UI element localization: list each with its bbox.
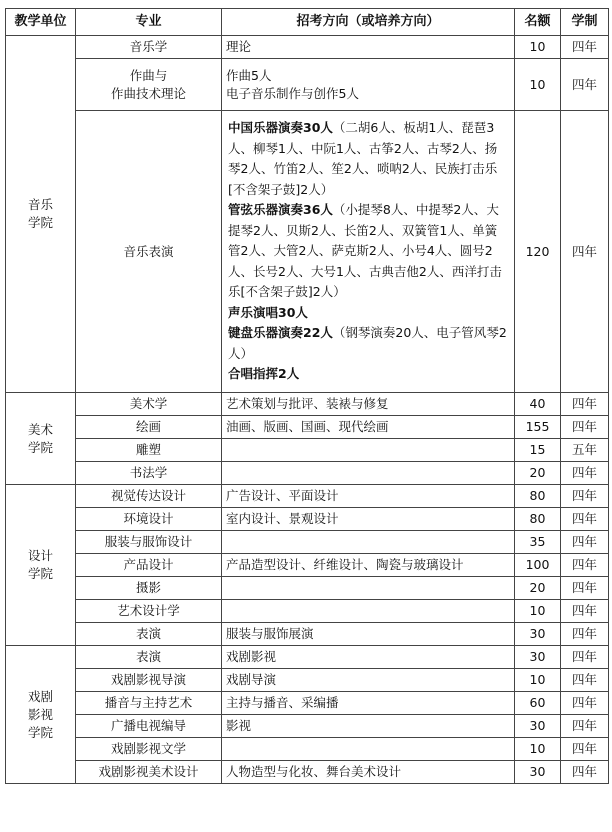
direction-line bbox=[228, 323, 508, 364]
direction-cell: 戏剧导演 bbox=[222, 669, 515, 692]
years-cell: 四年 bbox=[561, 669, 609, 692]
table-row bbox=[6, 393, 609, 416]
quota-cell: 40 bbox=[515, 393, 561, 416]
quota-cell: 10 bbox=[515, 600, 561, 623]
direction-line bbox=[228, 303, 508, 324]
quota-cell: 60 bbox=[515, 692, 561, 715]
direction-bold: 管弦乐器演奏36人 bbox=[228, 202, 333, 218]
unit-cell: 音乐 学院 bbox=[6, 36, 76, 393]
years-cell: 四年 bbox=[561, 715, 609, 738]
years-cell: 四年 bbox=[561, 646, 609, 669]
major-cell: 作曲与 作曲技术理论 bbox=[76, 59, 222, 111]
direction-text: （小提琴8人、中提琴2人、大提琴2人、贝斯2人、长笛2人、双簧管1人、单簧管2人、大管2人、萨克斯2人、小号4人、圆号2人、长号2人、大号1人、古典吉他2人、西洋打击乐[不含架子鼓]2人） bbox=[228, 202, 502, 300]
years-cell: 四年 bbox=[561, 692, 609, 715]
direction-cell: 室内设计、景观设计 bbox=[222, 508, 515, 531]
table-row bbox=[6, 531, 609, 554]
table-row bbox=[6, 646, 609, 669]
direction-cell: 广告设计、平面设计 bbox=[222, 485, 515, 508]
direction-cell: 影视 bbox=[222, 715, 515, 738]
direction-bold: 合唱指挥2人 bbox=[228, 366, 300, 382]
direction-cell bbox=[222, 111, 515, 393]
direction-cell: 服装与服饰展演 bbox=[222, 623, 515, 646]
major-cell: 绘画 bbox=[76, 416, 222, 439]
direction-cell: 艺术策划与批评、装裱与修复 bbox=[222, 393, 515, 416]
table-row bbox=[6, 738, 609, 761]
years-cell: 四年 bbox=[561, 600, 609, 623]
direction-line bbox=[228, 200, 508, 303]
major-cell: 戏剧影视文学 bbox=[76, 738, 222, 761]
header-direction: 招考方向（或培养方向） bbox=[222, 9, 515, 36]
table-row bbox=[6, 554, 609, 577]
unit-cell: 设计 学院 bbox=[6, 485, 76, 646]
years-cell: 四年 bbox=[561, 485, 609, 508]
enrollment-table bbox=[5, 8, 609, 784]
direction-cell: 主持与播音、采编播 bbox=[222, 692, 515, 715]
quota-cell: 120 bbox=[515, 111, 561, 393]
major-cell: 书法学 bbox=[76, 462, 222, 485]
major-cell: 音乐表演 bbox=[76, 111, 222, 393]
direction-line bbox=[228, 364, 508, 385]
major-cell: 表演 bbox=[76, 623, 222, 646]
major-cell: 音乐学 bbox=[76, 36, 222, 59]
direction-cell bbox=[222, 577, 515, 600]
quota-cell: 15 bbox=[515, 439, 561, 462]
years-cell: 四年 bbox=[561, 416, 609, 439]
major-cell: 服装与服饰设计 bbox=[76, 531, 222, 554]
unit-cell: 美术 学院 bbox=[6, 393, 76, 485]
major-cell: 视觉传达设计 bbox=[76, 485, 222, 508]
quota-cell: 155 bbox=[515, 416, 561, 439]
quota-cell: 30 bbox=[515, 646, 561, 669]
quota-cell: 10 bbox=[515, 59, 561, 111]
table-row bbox=[6, 761, 609, 784]
table-row bbox=[6, 36, 609, 59]
years-cell: 四年 bbox=[561, 462, 609, 485]
direction-cell: 油画、版画、国画、现代绘画 bbox=[222, 416, 515, 439]
table-row bbox=[6, 508, 609, 531]
quota-cell: 80 bbox=[515, 485, 561, 508]
direction-cell: 产品造型设计、纤维设计、陶瓷与玻璃设计 bbox=[222, 554, 515, 577]
quota-cell: 10 bbox=[515, 669, 561, 692]
years-cell: 四年 bbox=[561, 393, 609, 416]
table-row bbox=[6, 111, 609, 393]
direction-text: （二胡6人、板胡1人、琵琶3人、柳琴1人、中阮1人、古筝2人、古琴2人、扬琴2人、竹笛2人、笙2人、唢呐2人、民族打击乐[不含架子鼓]2人） bbox=[228, 120, 498, 197]
years-cell: 四年 bbox=[561, 623, 609, 646]
table-row bbox=[6, 669, 609, 692]
table-row bbox=[6, 692, 609, 715]
quota-cell: 20 bbox=[515, 462, 561, 485]
quota-cell: 30 bbox=[515, 761, 561, 784]
header-row bbox=[6, 9, 609, 36]
direction-bold: 中国乐器演奏30人 bbox=[228, 120, 333, 136]
years-cell: 四年 bbox=[561, 554, 609, 577]
major-cell: 广播电视编导 bbox=[76, 715, 222, 738]
quota-cell: 20 bbox=[515, 577, 561, 600]
table-row bbox=[6, 715, 609, 738]
major-cell: 环境设计 bbox=[76, 508, 222, 531]
major-cell: 播音与主持艺术 bbox=[76, 692, 222, 715]
major-cell: 美术学 bbox=[76, 393, 222, 416]
direction-cell bbox=[222, 738, 515, 761]
years-cell: 四年 bbox=[561, 577, 609, 600]
years-cell: 四年 bbox=[561, 36, 609, 59]
direction-line bbox=[228, 118, 508, 200]
direction-cell bbox=[222, 462, 515, 485]
table-row bbox=[6, 600, 609, 623]
quota-cell: 30 bbox=[515, 623, 561, 646]
years-cell: 五年 bbox=[561, 439, 609, 462]
table-row bbox=[6, 462, 609, 485]
years-cell: 四年 bbox=[561, 111, 609, 393]
quota-cell: 35 bbox=[515, 531, 561, 554]
table-row bbox=[6, 623, 609, 646]
major-cell: 产品设计 bbox=[76, 554, 222, 577]
header-quota: 名额 bbox=[515, 9, 561, 36]
direction-bold: 声乐演唱30人 bbox=[228, 304, 308, 320]
table-row bbox=[6, 485, 609, 508]
direction-cell: 人物造型与化妆、舞台美术设计 bbox=[222, 761, 515, 784]
direction-cell bbox=[222, 439, 515, 462]
quota-cell: 30 bbox=[515, 715, 561, 738]
quota-cell: 10 bbox=[515, 738, 561, 761]
table-row bbox=[6, 439, 609, 462]
header-years: 学制 bbox=[561, 9, 609, 36]
quota-cell: 10 bbox=[515, 36, 561, 59]
major-cell: 摄影 bbox=[76, 577, 222, 600]
major-cell: 戏剧影视导演 bbox=[76, 669, 222, 692]
years-cell: 四年 bbox=[561, 761, 609, 784]
direction-cell: 戏剧影视 bbox=[222, 646, 515, 669]
years-cell: 四年 bbox=[561, 508, 609, 531]
years-cell: 四年 bbox=[561, 738, 609, 761]
table-row bbox=[6, 59, 609, 111]
unit-cell: 戏剧 影视 学院 bbox=[6, 646, 76, 784]
direction-text: （钢琴演奏20人、电子管风琴2人） bbox=[228, 325, 507, 361]
major-cell: 表演 bbox=[76, 646, 222, 669]
years-cell: 四年 bbox=[561, 59, 609, 111]
major-cell: 戏剧影视美术设计 bbox=[76, 761, 222, 784]
direction-cell bbox=[222, 531, 515, 554]
direction-cell: 理论 bbox=[222, 36, 515, 59]
table-row bbox=[6, 577, 609, 600]
direction-bold: 键盘乐器演奏22人 bbox=[228, 325, 333, 341]
header-major: 专业 bbox=[76, 9, 222, 36]
major-cell: 艺术设计学 bbox=[76, 600, 222, 623]
header-unit: 教学单位 bbox=[6, 9, 76, 36]
direction-cell bbox=[222, 600, 515, 623]
table-row bbox=[6, 416, 609, 439]
quota-cell: 100 bbox=[515, 554, 561, 577]
major-cell: 雕塑 bbox=[76, 439, 222, 462]
years-cell: 四年 bbox=[561, 531, 609, 554]
quota-cell: 80 bbox=[515, 508, 561, 531]
direction-cell: 作曲5人 电子音乐制作与创作5人 bbox=[222, 59, 515, 111]
